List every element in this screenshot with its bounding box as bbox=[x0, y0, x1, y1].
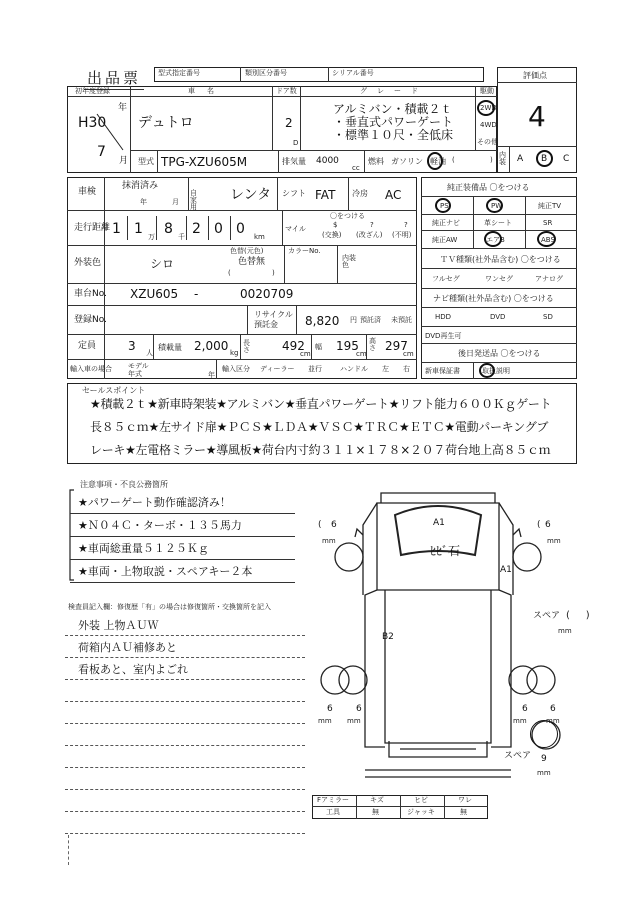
spare-bracket: ( ) bbox=[566, 610, 590, 621]
tire-unit: mm bbox=[347, 717, 361, 725]
notes-label: 注意事項・不良公務箇所 bbox=[80, 480, 168, 489]
color-value: シロ bbox=[150, 257, 175, 271]
reg-month: 7 bbox=[97, 144, 106, 160]
tv-full: フルセグ bbox=[432, 275, 460, 283]
page-title: 出品票 bbox=[87, 69, 142, 87]
drive-2wd: 2WD bbox=[480, 104, 497, 112]
doors-unit: D bbox=[293, 139, 299, 147]
recycle-label: リサイクル預託金 bbox=[254, 310, 293, 329]
truck-diagram bbox=[305, 485, 575, 805]
mileage-label: 走行距離 bbox=[74, 223, 111, 233]
drive-4wd: 4WD bbox=[480, 121, 497, 129]
length-label: 長さ bbox=[243, 339, 250, 354]
tv-title: ＴＶ種類(社外品含む) 〇をつける bbox=[440, 255, 561, 264]
equip-airbag-circle bbox=[484, 231, 502, 247]
spare-wheel bbox=[530, 717, 560, 748]
color-change-value: 色替無 bbox=[238, 257, 266, 267]
inspection-year-label: 年 bbox=[140, 198, 147, 206]
equip-pw: PW bbox=[491, 202, 503, 210]
mileage-digit: 1 bbox=[134, 221, 143, 237]
shift-value: FAT bbox=[315, 188, 336, 202]
height-label: 高さ bbox=[369, 337, 376, 352]
later-manual: 取扱説明 bbox=[482, 367, 510, 375]
spare-unit: mm bbox=[558, 627, 572, 635]
import-parallel: 並行 bbox=[308, 365, 322, 373]
displacement-unit: cc bbox=[352, 164, 360, 172]
tire-value: 6 bbox=[331, 520, 337, 530]
fuel-other-close: ) bbox=[490, 156, 493, 164]
note-item: ★車両・上物取説・スペアキー２本 bbox=[78, 565, 253, 578]
diagram-label: B2 bbox=[382, 632, 394, 642]
mileage-digit: 0 bbox=[214, 221, 223, 237]
sales-line1: ★積載２ｔ★新車時架装★アルミバン★垂直パワーゲート★リフト能力６００Ｋｇゲート bbox=[90, 397, 552, 411]
handle-right: 右 bbox=[403, 365, 410, 373]
mileage-digit: 0 bbox=[236, 221, 245, 237]
color-no-label: カラーNo. bbox=[288, 247, 321, 255]
recycle-amount: 8,820 bbox=[305, 314, 340, 328]
note-item: ★Ｎ０４Ｃ・ターボ・１３５馬力 bbox=[78, 519, 242, 532]
mile-label: マイル bbox=[285, 225, 306, 233]
spare-label: スペア bbox=[504, 751, 532, 761]
interior-a: A bbox=[517, 154, 524, 164]
handle-left: 左 bbox=[382, 365, 389, 373]
drive-label: 駆動 bbox=[480, 87, 494, 95]
year-unit: 年 bbox=[118, 103, 128, 113]
interior-color-label: 内装色 bbox=[342, 254, 356, 269]
usage-value: レンタ bbox=[230, 187, 272, 203]
chassis-label: 車台No. bbox=[74, 289, 107, 299]
tire-value: 6 bbox=[522, 704, 528, 714]
equip-navi: 純正ナビ bbox=[432, 219, 460, 227]
bottom-header: キズ bbox=[370, 796, 384, 804]
tire-unit: mm bbox=[547, 537, 561, 545]
recycle-unit: 円 bbox=[350, 316, 357, 324]
mileage-digit: 8 bbox=[164, 221, 173, 237]
car-name: デュトロ bbox=[138, 115, 194, 131]
meter-rollback: (改ざん) bbox=[356, 231, 383, 239]
length-unit: cm bbox=[300, 350, 311, 358]
class-label: 類別区分番号 bbox=[245, 69, 287, 77]
chassis-prefix: XZU605 bbox=[130, 287, 179, 301]
mileage-digit: 2 bbox=[192, 221, 201, 237]
length-value: 492 bbox=[282, 339, 305, 353]
reg-no-label: 登録No. bbox=[74, 315, 107, 325]
model-label: 型式 bbox=[138, 157, 154, 166]
car-name-label: 車名 bbox=[188, 87, 226, 95]
main-table bbox=[67, 177, 417, 379]
equip-pw-circle bbox=[486, 198, 503, 213]
chassis-number: 0020709 bbox=[240, 287, 294, 301]
fuel-gas: ガソリン bbox=[391, 157, 423, 166]
month-unit: 月 bbox=[119, 156, 129, 166]
meter-unknown-mark: ? bbox=[404, 221, 408, 229]
reg-year-label: 初年度登録 bbox=[75, 87, 110, 95]
grade-line1: アルミバン・積載２ｔ bbox=[333, 102, 453, 116]
equip-ps: PS bbox=[440, 202, 449, 210]
tire-unit: mm bbox=[318, 717, 332, 725]
fuel-label: 燃料 bbox=[368, 157, 384, 166]
color-change-label: 色替(元色) bbox=[230, 247, 264, 255]
equip-leather: 革シート bbox=[484, 219, 512, 227]
fuel-other-open: ( bbox=[452, 156, 455, 164]
equipment-title: 純正装備品 〇をつける bbox=[447, 183, 530, 192]
bottom-cell: 工具 bbox=[326, 808, 340, 816]
import-label: 輸入車の場合 bbox=[70, 365, 112, 373]
recycle-not: 未預託 bbox=[391, 316, 412, 324]
tire-unit: mm bbox=[513, 717, 527, 725]
fuel-diesel-circle bbox=[427, 152, 443, 170]
interior-label: 内装 bbox=[499, 151, 506, 166]
sen-unit: 千 bbox=[178, 233, 185, 241]
model-value: TPG-XZU605M bbox=[161, 155, 248, 169]
tire-value: 6 bbox=[550, 704, 556, 714]
chassis-dash: - bbox=[194, 287, 199, 301]
spare-unit: mm bbox=[537, 769, 551, 777]
meter-exchange-mark: $ bbox=[333, 221, 338, 229]
bottom-cell: 無 bbox=[372, 808, 379, 816]
capacity-unit: 人 bbox=[146, 349, 153, 357]
tire-value: 6 bbox=[356, 704, 362, 714]
load-value: 2,000 bbox=[194, 339, 229, 353]
diagram-label: A1 bbox=[433, 518, 445, 528]
tire-unit: mm bbox=[322, 537, 336, 545]
header-spec-box bbox=[154, 67, 484, 82]
tire-unit: mm bbox=[546, 717, 560, 725]
man-unit: 万 bbox=[148, 233, 155, 241]
navi-hdd: HDD bbox=[435, 313, 452, 321]
width-value: 195 bbox=[336, 339, 359, 353]
bottom-cell: ジャッキ bbox=[407, 808, 435, 816]
note-item: ★車両総重量５１２５Ｋｇ bbox=[78, 542, 209, 555]
tire-open: ( bbox=[537, 520, 541, 530]
sales-line3: レーキ★左電格ミラー★導風板★荷台内寸約３１１×１７８×２０７荷台地上高８５ｃｍ bbox=[90, 443, 551, 457]
model-spec-label: 型式指定番号 bbox=[158, 69, 200, 77]
interior-c: C bbox=[563, 154, 570, 164]
bottom-header: Fアミラー bbox=[317, 796, 350, 804]
doors-value: 2 bbox=[285, 116, 293, 130]
interior-b: B bbox=[541, 154, 548, 164]
sales-label: セールスポイント bbox=[82, 386, 146, 395]
equip-ps-circle bbox=[435, 198, 451, 213]
grade-label: グレード bbox=[360, 87, 428, 95]
equip-abs-circle bbox=[537, 231, 556, 247]
tv-one: ワンセグ bbox=[485, 275, 513, 283]
diagram-label: A1 bbox=[500, 565, 512, 575]
dvd-play-label: DVD再生可 bbox=[425, 332, 462, 340]
color-change-paren-close: ) bbox=[272, 269, 275, 277]
meter-unknown: (不明) bbox=[392, 231, 412, 239]
recycle-done: 預託済 bbox=[360, 316, 381, 324]
equip-airbag: エアB bbox=[486, 236, 505, 244]
navi-dvd: DVD bbox=[490, 313, 506, 321]
equip-tv: 純正TV bbox=[538, 202, 562, 210]
load-label: 積載量 bbox=[158, 343, 182, 352]
displacement-value: 4000 bbox=[316, 156, 339, 166]
height-value: 297 bbox=[385, 339, 408, 353]
tv-analog: アナログ bbox=[535, 275, 563, 283]
tire-open: ( bbox=[318, 520, 322, 530]
model-year-unit: 年 bbox=[208, 371, 215, 379]
drive-2wd-circle bbox=[477, 100, 495, 116]
spare-label: スペア bbox=[533, 611, 561, 621]
usage-label: 自家用 bbox=[190, 189, 197, 211]
inspection-label: 車検 bbox=[78, 187, 97, 197]
diagram-label: ﾋﾋﾞ石 bbox=[430, 544, 461, 558]
height-unit: cm bbox=[403, 350, 414, 358]
drive-other: その他 bbox=[477, 138, 498, 146]
score-value: 4 bbox=[528, 100, 546, 133]
note-item: ★パワーゲート動作確認済み！ bbox=[78, 496, 231, 509]
import-dealer: ディーラー bbox=[260, 365, 295, 373]
spare-value: 9 bbox=[541, 754, 547, 764]
width-label: 幅 bbox=[315, 343, 322, 351]
inspection-value: 抹消済み bbox=[122, 181, 159, 191]
inspector-label: 検査員記入欄：修復歴「有」の場合は修復箇所・交換箇所を記入 bbox=[68, 603, 271, 611]
model-year-label: モデル年式 bbox=[128, 362, 149, 379]
load-unit: kg bbox=[230, 349, 239, 357]
bottom-cell: 無 bbox=[460, 808, 467, 816]
circle-note: 〇をつける bbox=[330, 212, 365, 220]
doors-label: ドア数 bbox=[276, 87, 297, 95]
later-warranty: 新車保証書 bbox=[425, 367, 460, 375]
capacity-label: 定員 bbox=[78, 341, 97, 351]
interior-b-circle bbox=[536, 150, 553, 167]
equip-sr: SR bbox=[543, 219, 553, 227]
width-unit: cm bbox=[356, 350, 367, 358]
meter-rollback-mark: ? bbox=[370, 221, 374, 229]
sales-line2: 長８５ｃｍ★左サイド扉★ＰＣＳ★ＬＤＡ★ＶＳＣ★ＴＲＣ★ＥＴＣ★電動パーキングブ bbox=[90, 420, 549, 434]
ac-value: AC bbox=[385, 188, 402, 202]
inspector-item: 看板あと、室内よごれ bbox=[78, 663, 188, 676]
grade-line2: ・垂直式パワーゲート bbox=[333, 115, 454, 129]
km-unit: km bbox=[254, 233, 265, 241]
mileage-digit: 1 bbox=[112, 221, 121, 237]
meter-exchange: (交換) bbox=[322, 231, 342, 239]
color-label: 外装色 bbox=[74, 258, 102, 268]
mileage-digits bbox=[108, 214, 278, 242]
inspection-month-label: 月 bbox=[172, 198, 179, 206]
later-title: 後日発送品 〇をつける bbox=[458, 349, 541, 358]
reg-year: H30 bbox=[78, 115, 107, 131]
tire-value: 6 bbox=[545, 520, 551, 530]
later-manual-circle bbox=[479, 363, 495, 378]
bottom-header: ワレ bbox=[458, 796, 472, 804]
ac-label: 冷房 bbox=[352, 189, 368, 198]
score-label: 評価点 bbox=[523, 71, 547, 80]
tire-value: 6 bbox=[327, 704, 333, 714]
navi-title: ナビ種類(社外品含む) 〇をつける bbox=[433, 294, 554, 303]
navi-sd: SD bbox=[543, 313, 553, 321]
equip-aw: 純正AW bbox=[432, 236, 458, 244]
fuel-diesel: 軽油 bbox=[430, 157, 446, 166]
capacity-value: 3 bbox=[128, 339, 136, 353]
import-class-label: 輸入区分 bbox=[222, 365, 250, 373]
serial-label: シリアル番号 bbox=[332, 69, 374, 77]
equip-abs: ABS bbox=[541, 236, 555, 244]
inspector-item: 荷箱内ＡＵ補修あと bbox=[78, 641, 177, 654]
inspector-item: 外装 上物ＡＵＷ bbox=[78, 619, 159, 632]
displacement-label: 排気量 bbox=[282, 157, 306, 166]
grade-line3: ・標準１０尺・全低床 bbox=[333, 128, 454, 142]
bottom-header: ヒビ bbox=[414, 796, 428, 804]
color-change-paren-open: ( bbox=[228, 269, 231, 277]
handle-label: ハンドル bbox=[340, 365, 368, 373]
shift-label: シフト bbox=[282, 189, 306, 198]
